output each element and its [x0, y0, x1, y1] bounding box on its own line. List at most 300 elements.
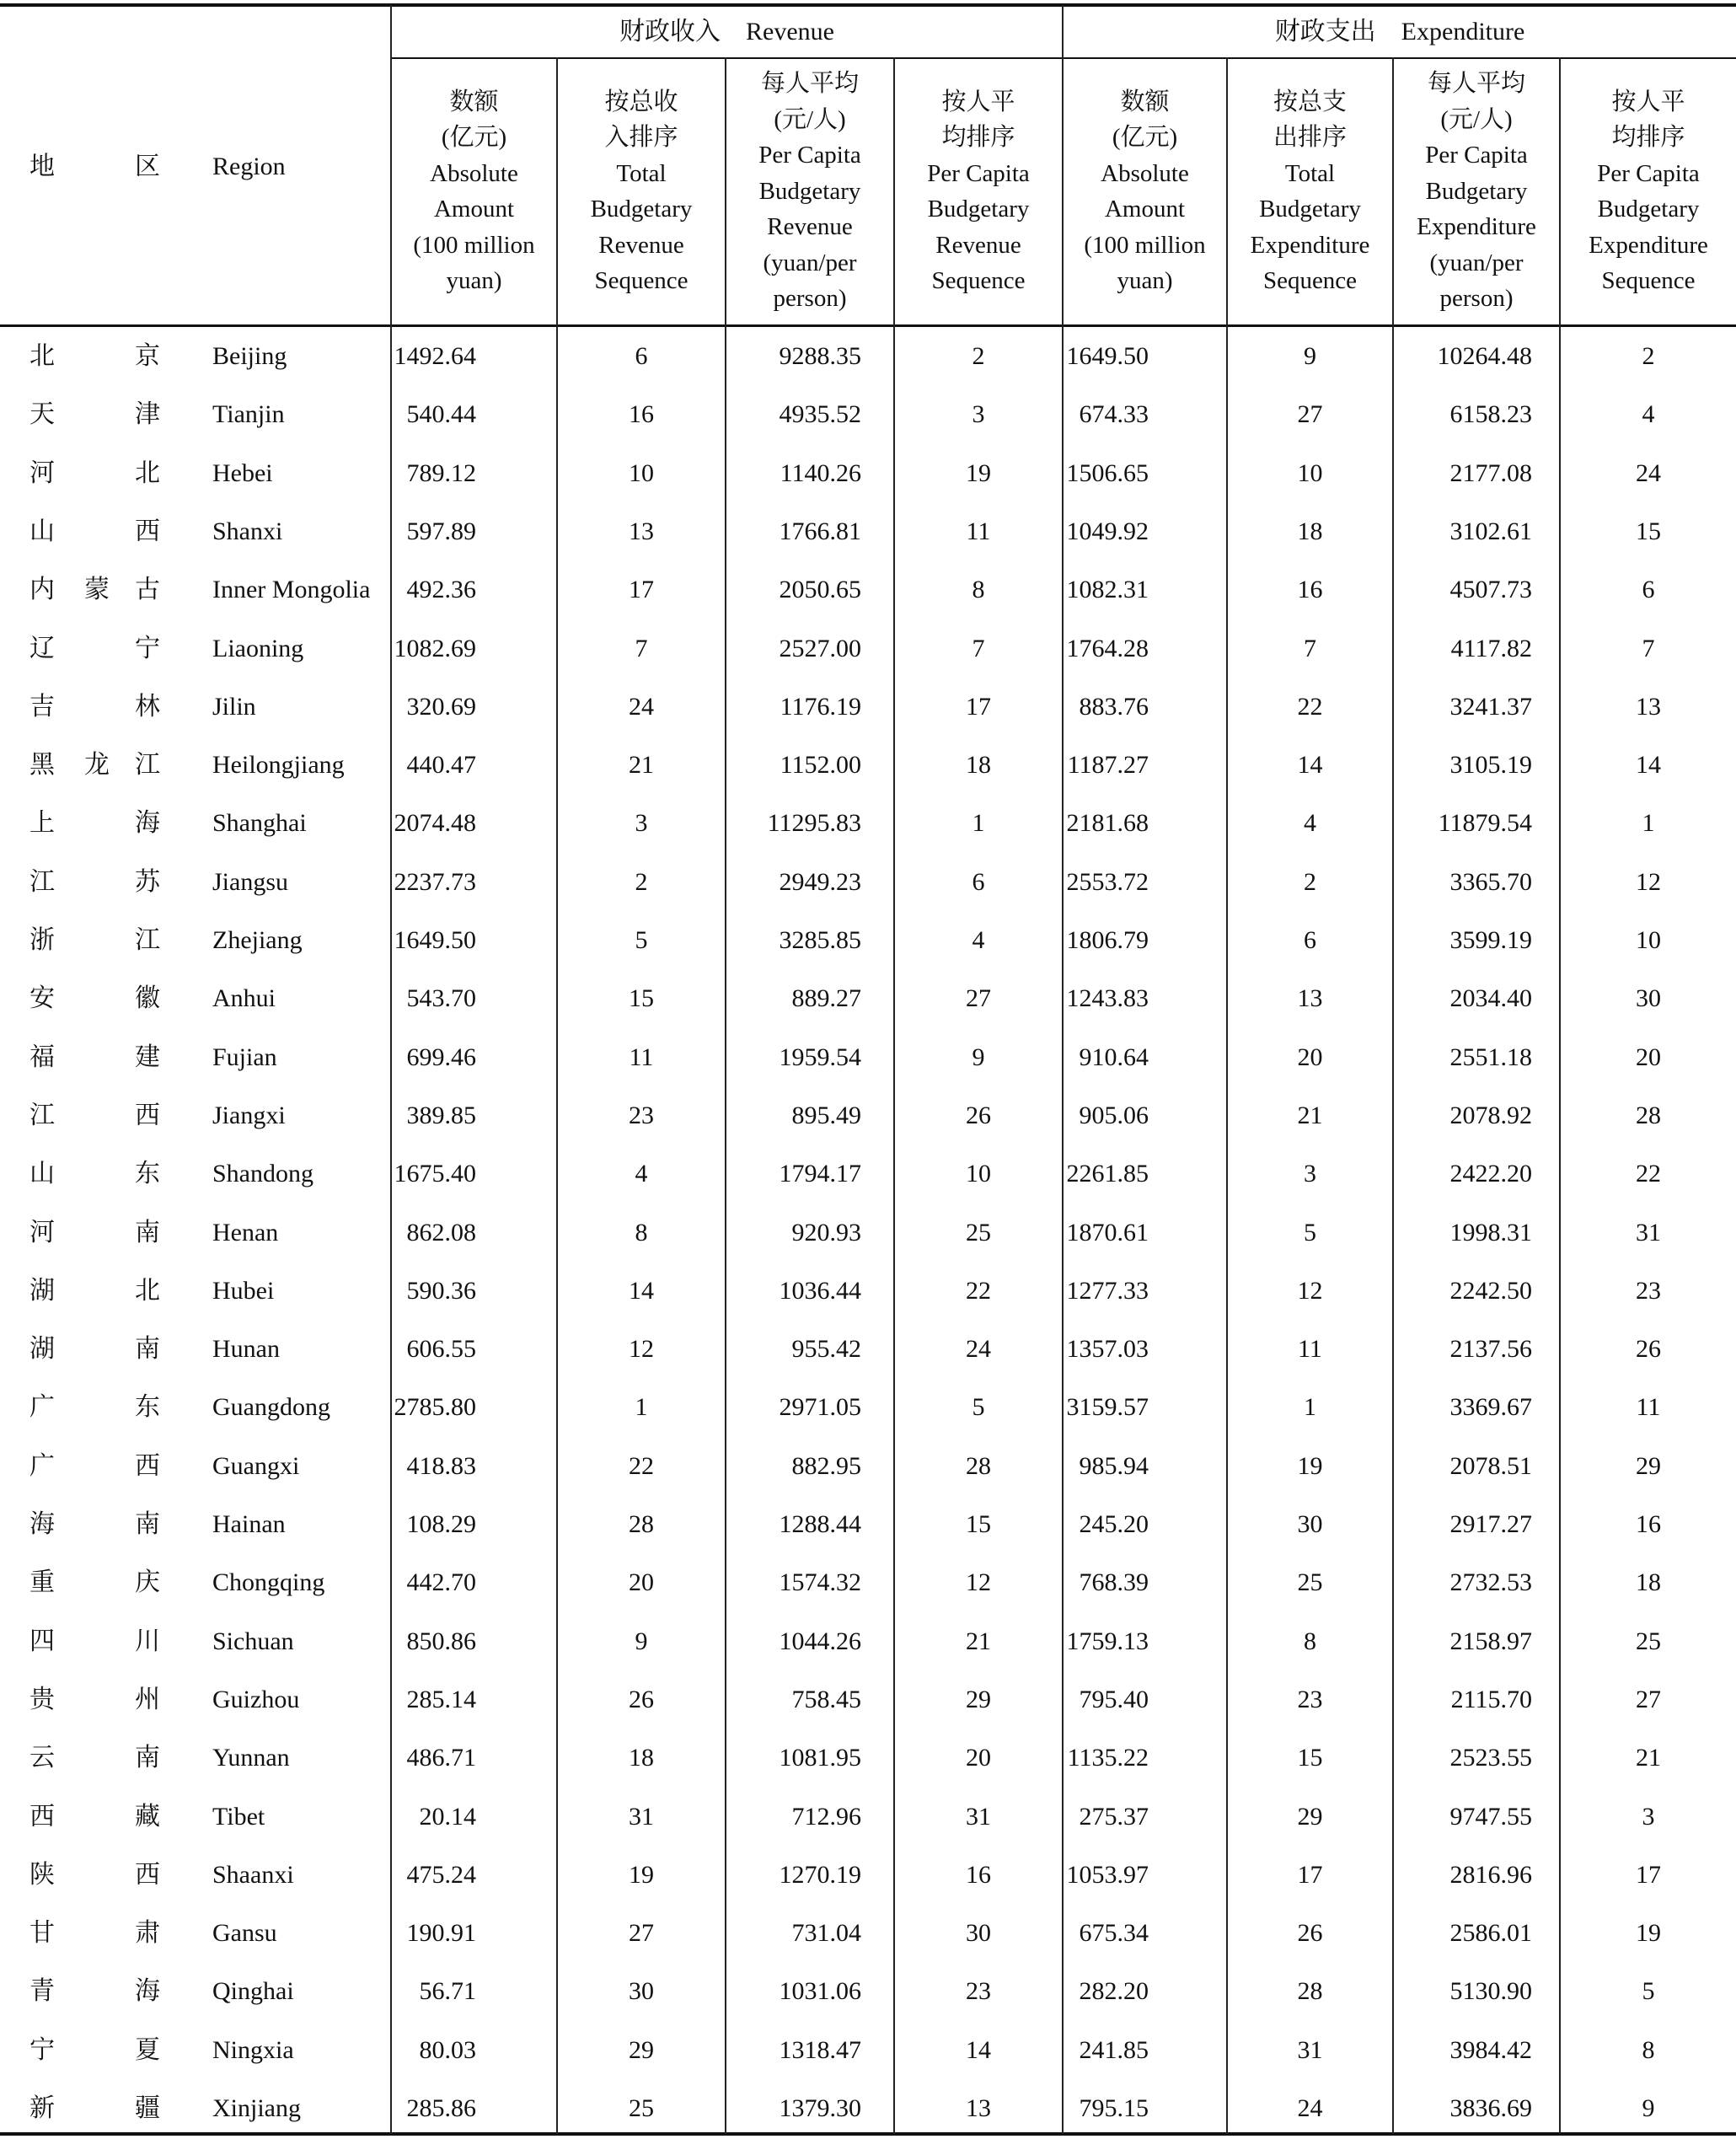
- table-cell: 597.89: [406, 517, 476, 545]
- region-cn-char: 徽: [135, 984, 160, 1013]
- table-cell: 17: [966, 692, 991, 721]
- region-cn-char: 北: [29, 342, 55, 370]
- table-row: [0, 502, 1736, 560]
- region-en-name: Shaanxi: [212, 1860, 294, 1889]
- table-cell: 2816.96: [1449, 1860, 1532, 1889]
- column-header-line: 每人平均: [1427, 70, 1525, 98]
- table-cell: 1506.65: [1066, 458, 1149, 487]
- table-cell: 1675.40: [394, 1160, 476, 1188]
- table-cell: 31: [1636, 1218, 1661, 1246]
- table-cell: 14: [1636, 751, 1661, 780]
- table-cell: 11879.54: [1438, 809, 1532, 838]
- region-en-name: Gansu: [212, 1919, 277, 1948]
- region-en-name: Xinjiang: [212, 2094, 301, 2122]
- column-header-line: 按总支: [1273, 88, 1347, 115]
- table-cell: 22: [1636, 1160, 1661, 1188]
- table-cell: 3105.19: [1449, 751, 1532, 780]
- table-row: [0, 1437, 1736, 1495]
- table-cell: 29: [966, 1685, 991, 1713]
- table-cell: 2177.08: [1449, 458, 1532, 487]
- table-cell: 2261.85: [1066, 1160, 1149, 1188]
- table-cell: 7: [972, 634, 985, 662]
- table-cell: 3599.19: [1449, 926, 1532, 954]
- table-cell: 2527.00: [779, 634, 861, 662]
- column-header-line: Absolute: [1101, 159, 1189, 187]
- column-header-line: Budgetary: [1425, 177, 1528, 205]
- table-cell: 285.86: [406, 2094, 476, 2122]
- column-header-line: 均排序: [1611, 124, 1685, 151]
- table-cell: 9288.35: [779, 342, 861, 370]
- column-header-line: Sequence: [594, 267, 689, 294]
- column-header-line: 按总收: [604, 88, 678, 115]
- table-cell: 5130.90: [1449, 1977, 1532, 2006]
- table-cell: 30: [966, 1919, 991, 1948]
- table-cell: 20: [629, 1568, 654, 1597]
- table-cell: 17: [629, 576, 654, 604]
- table-cell: 1140.26: [780, 458, 861, 487]
- table-row: [0, 736, 1736, 794]
- table-cell: 883.76: [1079, 692, 1149, 721]
- table-cell: 1270.19: [779, 1860, 861, 1889]
- region-cn-char: 建: [135, 1043, 160, 1071]
- table-cell: 6: [972, 867, 985, 896]
- table-cell: 9747.55: [1449, 1802, 1532, 1831]
- table-row: [0, 911, 1736, 969]
- table-cell: 13: [1636, 692, 1661, 721]
- region-cn-char: 南: [135, 1335, 160, 1364]
- region-cn-char: 南: [135, 1218, 160, 1246]
- column-header-line: yuan): [1117, 267, 1173, 294]
- table-cell: 4117.82: [1450, 634, 1532, 662]
- region-cn-char: 肃: [135, 1919, 160, 1948]
- region-cn-char: 京: [135, 342, 160, 370]
- region-en-name: Sichuan: [212, 1627, 294, 1655]
- table-cell: 1187.27: [1067, 751, 1149, 780]
- table-cell: 29: [1636, 1451, 1661, 1480]
- column-header-line: Revenue: [935, 231, 1021, 259]
- table-cell: 10: [966, 1160, 991, 1188]
- region-en-name: Tibet: [212, 1802, 265, 1831]
- table-cell: 3: [972, 400, 985, 429]
- region-en-name: Chongqing: [212, 1568, 325, 1597]
- table-cell: 1794.17: [779, 1160, 861, 1188]
- table-cell: 895.49: [791, 1101, 861, 1129]
- region-cn-char: 上: [29, 809, 55, 838]
- region-en-name: Hunan: [212, 1335, 280, 1364]
- table-cell: 1806.79: [1066, 926, 1149, 954]
- table-row: [0, 1145, 1736, 1203]
- column-header-3: [726, 61, 893, 322]
- table-cell: 1082.31: [1066, 576, 1149, 604]
- table-cell: 905.06: [1079, 1101, 1149, 1129]
- table-cell: 12: [1297, 1276, 1323, 1305]
- table-cell: 389.85: [406, 1101, 476, 1129]
- column-header-line: Budgetary: [590, 196, 693, 222]
- table-cell: 1649.50: [1066, 342, 1149, 370]
- column-header-8: [1561, 61, 1736, 322]
- table-cell: 2586.01: [1449, 1919, 1532, 1948]
- table-cell: 5: [635, 926, 648, 954]
- column-header-line: Sequence: [1601, 267, 1696, 294]
- table-cell: 21: [966, 1627, 991, 1655]
- table-cell: 789.12: [406, 458, 476, 487]
- table-cell: 2523.55: [1449, 1744, 1532, 1772]
- column-header-line: (元/人): [1440, 105, 1513, 133]
- table-cell: 699.46: [406, 1043, 476, 1071]
- table-cell: 1288.44: [779, 1510, 861, 1538]
- region-cn-char: 河: [29, 1218, 55, 1246]
- table-cell: 282.20: [1079, 1977, 1149, 2006]
- region-cn-char: 疆: [135, 2094, 160, 2122]
- column-header-line: Budgetary: [1597, 196, 1700, 222]
- table-cell: 1870.61: [1066, 1218, 1149, 1246]
- region-cn-char: 四: [29, 1627, 55, 1655]
- table-cell: 27: [1297, 400, 1323, 429]
- region-cn-char: 北: [135, 1276, 160, 1305]
- region-cn-char: 西: [29, 1802, 55, 1831]
- table-cell: 3836.69: [1449, 2094, 1532, 2122]
- table-cell: 29: [1297, 1802, 1323, 1831]
- table-cell: 31: [629, 1802, 654, 1831]
- table-row: [0, 794, 1736, 852]
- region-en-name: Inner Mongolia: [212, 576, 371, 604]
- expenditure-group-rule: [1064, 57, 1736, 59]
- table-cell: 245.20: [1079, 1510, 1149, 1538]
- table-cell: 15: [966, 1510, 991, 1538]
- table-cell: 1081.95: [779, 1744, 861, 1772]
- table-cell: 13: [966, 2094, 991, 2122]
- table-cell: 18: [966, 751, 991, 780]
- table-cell: 24: [629, 692, 654, 721]
- column-header-line: (元/人): [774, 105, 846, 133]
- table-cell: 2034.40: [1449, 984, 1532, 1013]
- region-en-name: Shanghai: [212, 809, 307, 838]
- column-header-7: [1394, 61, 1559, 322]
- region-en-name: Hebei: [212, 458, 273, 487]
- region-en-name: Yunnan: [212, 1744, 290, 1772]
- region-cn-char: 安: [29, 984, 55, 1013]
- table-cell: 27: [629, 1919, 654, 1948]
- table-cell: 15: [629, 984, 654, 1013]
- table-cell: 8: [1304, 1627, 1316, 1655]
- table-cell: 2551.18: [1449, 1043, 1532, 1071]
- table-cell: 14: [1297, 751, 1323, 780]
- table-cell: 920.93: [791, 1218, 861, 1246]
- column-header-line: Amount: [433, 196, 515, 222]
- table-cell: 3984.42: [1449, 2035, 1532, 2064]
- table-row: [0, 1729, 1736, 1787]
- column-header-line: 每人平均: [760, 70, 859, 98]
- table-cell: 19: [629, 1860, 654, 1889]
- table-cell: 25: [1636, 1627, 1661, 1655]
- region-cn-char: 广: [29, 1451, 55, 1480]
- column-header-line: Total: [616, 159, 667, 187]
- region-cn-char: 广: [29, 1393, 55, 1422]
- table-cell: 2242.50: [1449, 1276, 1532, 1305]
- table-cell: 56.71: [419, 1977, 476, 2006]
- revenue-group-header: 财政收入 Revenue: [619, 18, 834, 46]
- region-cn-char: 东: [135, 1393, 160, 1422]
- table-cell: 6: [1642, 576, 1655, 604]
- table-cell: 24: [1297, 2094, 1323, 2122]
- table-row: [0, 1788, 1736, 1846]
- table-row: [0, 1495, 1736, 1553]
- table-cell: 1998.31: [1449, 1218, 1532, 1246]
- table-cell: 8: [635, 1218, 648, 1246]
- table-cell: 3159.57: [1066, 1393, 1149, 1422]
- table-cell: 80.03: [419, 2035, 476, 2064]
- region-cn-char: 陕: [29, 1860, 55, 1889]
- table-cell: 1649.50: [394, 926, 476, 954]
- table-cell: 955.42: [791, 1335, 861, 1364]
- table-cell: 11: [1636, 1393, 1661, 1422]
- table-row: [0, 1612, 1736, 1670]
- table-cell: 6: [635, 342, 648, 370]
- table-cell: 16: [629, 400, 654, 429]
- column-header-line: Amount: [1104, 196, 1186, 222]
- table-cell: 2115.70: [1450, 1685, 1532, 1713]
- column-header-line: Expenditure: [1589, 231, 1708, 259]
- column-header-line: 按人平: [1611, 88, 1685, 115]
- region-en-name: Hubei: [212, 1276, 275, 1305]
- region-cn-char: 海: [135, 809, 160, 838]
- column-header-6: [1228, 61, 1392, 322]
- region-cn-char: 山: [29, 517, 55, 545]
- table-cell: 241.85: [1079, 2035, 1149, 2064]
- table-cell: 1318.47: [779, 2035, 861, 2064]
- column-header-line: Revenue: [767, 213, 853, 241]
- table-cell: 4507.73: [1449, 576, 1532, 604]
- table-cell: 27: [966, 984, 991, 1013]
- table-cell: 3102.61: [1449, 517, 1532, 545]
- table-cell: 475.24: [406, 1860, 476, 1889]
- table-cell: 862.08: [406, 1218, 476, 1246]
- table-cell: 27: [1636, 1685, 1661, 1713]
- region-en-label: Region: [212, 153, 286, 180]
- table-cell: 285.14: [406, 1685, 476, 1713]
- column-header-line: Absolute: [430, 159, 518, 187]
- table-cell: 1277.33: [1066, 1276, 1149, 1305]
- table-cell: 1: [635, 1393, 648, 1422]
- column-header-line: 数额: [1120, 88, 1170, 115]
- table-cell: 12: [1636, 867, 1661, 896]
- table-cell: 1: [1642, 809, 1655, 838]
- table-cell: 20: [1636, 1043, 1661, 1071]
- table-row: [0, 678, 1736, 736]
- region-cn-char: 江: [29, 1101, 55, 1129]
- table-cell: 1492.64: [394, 342, 476, 370]
- table-cell: 2917.27: [1449, 1510, 1532, 1538]
- table-cell: 18: [629, 1744, 654, 1772]
- table-cell: 2050.65: [779, 576, 861, 604]
- region-en-name: Guangdong: [212, 1393, 330, 1422]
- column-header-line: Per Capita: [1425, 142, 1528, 169]
- table-row: [0, 2079, 1736, 2137]
- column-header-line: (yuan/per: [763, 249, 857, 276]
- region-cn-char: 河: [29, 458, 55, 487]
- table-cell: 440.47: [406, 751, 476, 780]
- region-cn-char: 古: [135, 576, 160, 604]
- table-cell: 9: [1304, 342, 1316, 370]
- table-cell: 731.04: [791, 1919, 861, 1948]
- table-cell: 15: [1297, 1744, 1323, 1772]
- table-cell: 31: [1297, 2035, 1323, 2064]
- table-cell: 1036.44: [779, 1276, 861, 1305]
- column-header-line: (yuan/per: [1429, 249, 1524, 276]
- revenue-group-rule: [392, 57, 1062, 59]
- region-en-name: Zhejiang: [212, 926, 303, 954]
- table-row: [0, 1904, 1736, 1962]
- table-row: [0, 1553, 1736, 1611]
- table-row: [0, 385, 1736, 443]
- region-en-name: Beijing: [212, 342, 287, 370]
- table-cell: 1357.03: [1066, 1335, 1149, 1364]
- table-cell: 2181.68: [1066, 809, 1149, 838]
- table-cell: 2078.92: [1449, 1101, 1532, 1129]
- table-cell: 24: [1636, 458, 1661, 487]
- column-header-line: 均排序: [941, 124, 1015, 151]
- table-cell: 2: [635, 867, 648, 896]
- column-header-line: Expenditure: [1250, 231, 1370, 259]
- column-header-4: [895, 61, 1062, 322]
- table-cell: 795.15: [1079, 2094, 1149, 2122]
- table-cell: 20.14: [419, 1802, 476, 1831]
- region-cn-char: 西: [135, 1860, 160, 1889]
- table-row: [0, 1086, 1736, 1145]
- region-en-name: Shanxi: [212, 517, 283, 545]
- region-en-name: Qinghai: [212, 1977, 294, 2006]
- table-cell: 4: [635, 1160, 648, 1188]
- table-row: [0, 969, 1736, 1027]
- region-cn-char: 州: [135, 1685, 160, 1713]
- table-cell: 5: [1304, 1218, 1316, 1246]
- region-cn-char: 西: [135, 1451, 160, 1480]
- table-cell: 18: [1297, 517, 1323, 545]
- region-cn-char: 夏: [135, 2035, 160, 2064]
- table-cell: 1959.54: [779, 1043, 861, 1071]
- table-cell: 28: [966, 1451, 991, 1480]
- region-en-name: Fujian: [212, 1043, 277, 1071]
- table-cell: 2: [1304, 867, 1316, 896]
- table-cell: 2732.53: [1449, 1568, 1532, 1597]
- table-cell: 2137.56: [1449, 1335, 1532, 1364]
- region-cn-char: 江: [29, 867, 55, 896]
- column-header-line: (亿元): [441, 124, 507, 151]
- table-cell: 11: [966, 517, 991, 545]
- region-cn-char: 川: [135, 1627, 160, 1655]
- table-cell: 5: [1642, 1977, 1655, 2006]
- table-cell: 23: [966, 1977, 991, 2006]
- table-cell: 20: [1297, 1043, 1323, 1071]
- column-header-line: Budgetary: [1259, 196, 1361, 222]
- table-row: [0, 853, 1736, 911]
- table-cell: 4: [1304, 809, 1316, 838]
- table-cell: 26: [1636, 1335, 1661, 1364]
- table-row: [0, 560, 1736, 619]
- table-cell: 25: [966, 1218, 991, 1246]
- table-row: [0, 619, 1736, 678]
- region-cn-char: 湖: [29, 1276, 55, 1305]
- table-cell: 795.40: [1079, 1685, 1149, 1713]
- table-cell: 108.29: [406, 1510, 476, 1538]
- column-header-line: Revenue: [598, 231, 684, 259]
- table-row: [0, 327, 1736, 385]
- column-header-line: Expenditure: [1417, 213, 1536, 241]
- table-cell: 16: [1297, 576, 1323, 604]
- column-header-line: Per Capita: [758, 142, 861, 169]
- table-cell: 10: [1636, 926, 1661, 954]
- table-cell: 2078.51: [1449, 1451, 1532, 1480]
- table-cell: 2422.20: [1449, 1160, 1532, 1188]
- table-cell: 25: [1297, 1568, 1323, 1597]
- table-row: [0, 444, 1736, 502]
- region-en-name: Henan: [212, 1218, 279, 1246]
- region-cn-label-2: 区: [135, 153, 160, 180]
- table-cell: 17: [1297, 1860, 1323, 1889]
- table-cell: 1759.13: [1066, 1627, 1149, 1655]
- table-cell: 21: [1297, 1101, 1323, 1129]
- table-cell: 3: [1304, 1160, 1316, 1188]
- region-en-name: Ningxia: [212, 2035, 294, 2064]
- table-cell: 26: [1297, 1919, 1323, 1948]
- table-cell: 19: [1297, 1451, 1323, 1480]
- table-cell: 712.96: [791, 1802, 861, 1831]
- table-cell: 4: [1642, 400, 1655, 429]
- table-cell: 2158.97: [1449, 1627, 1532, 1655]
- region-cn-char: 福: [29, 1043, 55, 1071]
- table-cell: 1: [1304, 1393, 1316, 1422]
- table-cell: 19: [966, 458, 991, 487]
- column-header-line: 按人平: [941, 88, 1015, 115]
- table-cell: 15: [1636, 517, 1661, 545]
- table-cell: 275.37: [1079, 1802, 1149, 1831]
- table-cell: 21: [1636, 1744, 1661, 1772]
- region-en-name: Jiangsu: [212, 867, 288, 896]
- column-header-line: Budgetary: [927, 196, 1030, 222]
- region-cn-char: 庆: [135, 1568, 160, 1597]
- table-cell: 590.36: [406, 1276, 476, 1305]
- table-row: [0, 1670, 1736, 1729]
- column-header-1: [392, 61, 556, 322]
- table-cell: 1152.00: [780, 751, 861, 780]
- table-cell: 1574.32: [779, 1568, 861, 1597]
- region-cn-char: 西: [135, 1101, 160, 1129]
- column-header-line: Sequence: [931, 267, 1026, 294]
- table-cell: 768.39: [1079, 1568, 1149, 1597]
- column-header-line: 出排序: [1273, 124, 1347, 151]
- table-cell: 2785.80: [394, 1393, 476, 1422]
- table-cell: 486.71: [406, 1744, 476, 1772]
- region-cn-char: 龙: [84, 751, 110, 780]
- table-cell: 31: [966, 1802, 991, 1831]
- table-cell: 16: [966, 1860, 991, 1889]
- region-en-name: Liaoning: [212, 634, 304, 662]
- table-cell: 22: [1297, 692, 1323, 721]
- table-cell: 3365.70: [1449, 867, 1532, 896]
- table-cell: 30: [1297, 1510, 1323, 1538]
- region-en-name: Guizhou: [212, 1685, 300, 1713]
- table-cell: 16: [1636, 1510, 1661, 1538]
- table-cell: 606.55: [406, 1335, 476, 1364]
- table-cell: 7: [1642, 634, 1655, 662]
- region-en-name: Anhui: [212, 984, 276, 1013]
- region-en-name: Jiangxi: [212, 1101, 286, 1129]
- table-row: [0, 1846, 1736, 1904]
- region-cn-char: 天: [29, 400, 55, 429]
- region-cn-char: 重: [29, 1568, 55, 1597]
- table-cell: 28: [1297, 1977, 1323, 2006]
- region-cn-char: 甘: [29, 1919, 55, 1948]
